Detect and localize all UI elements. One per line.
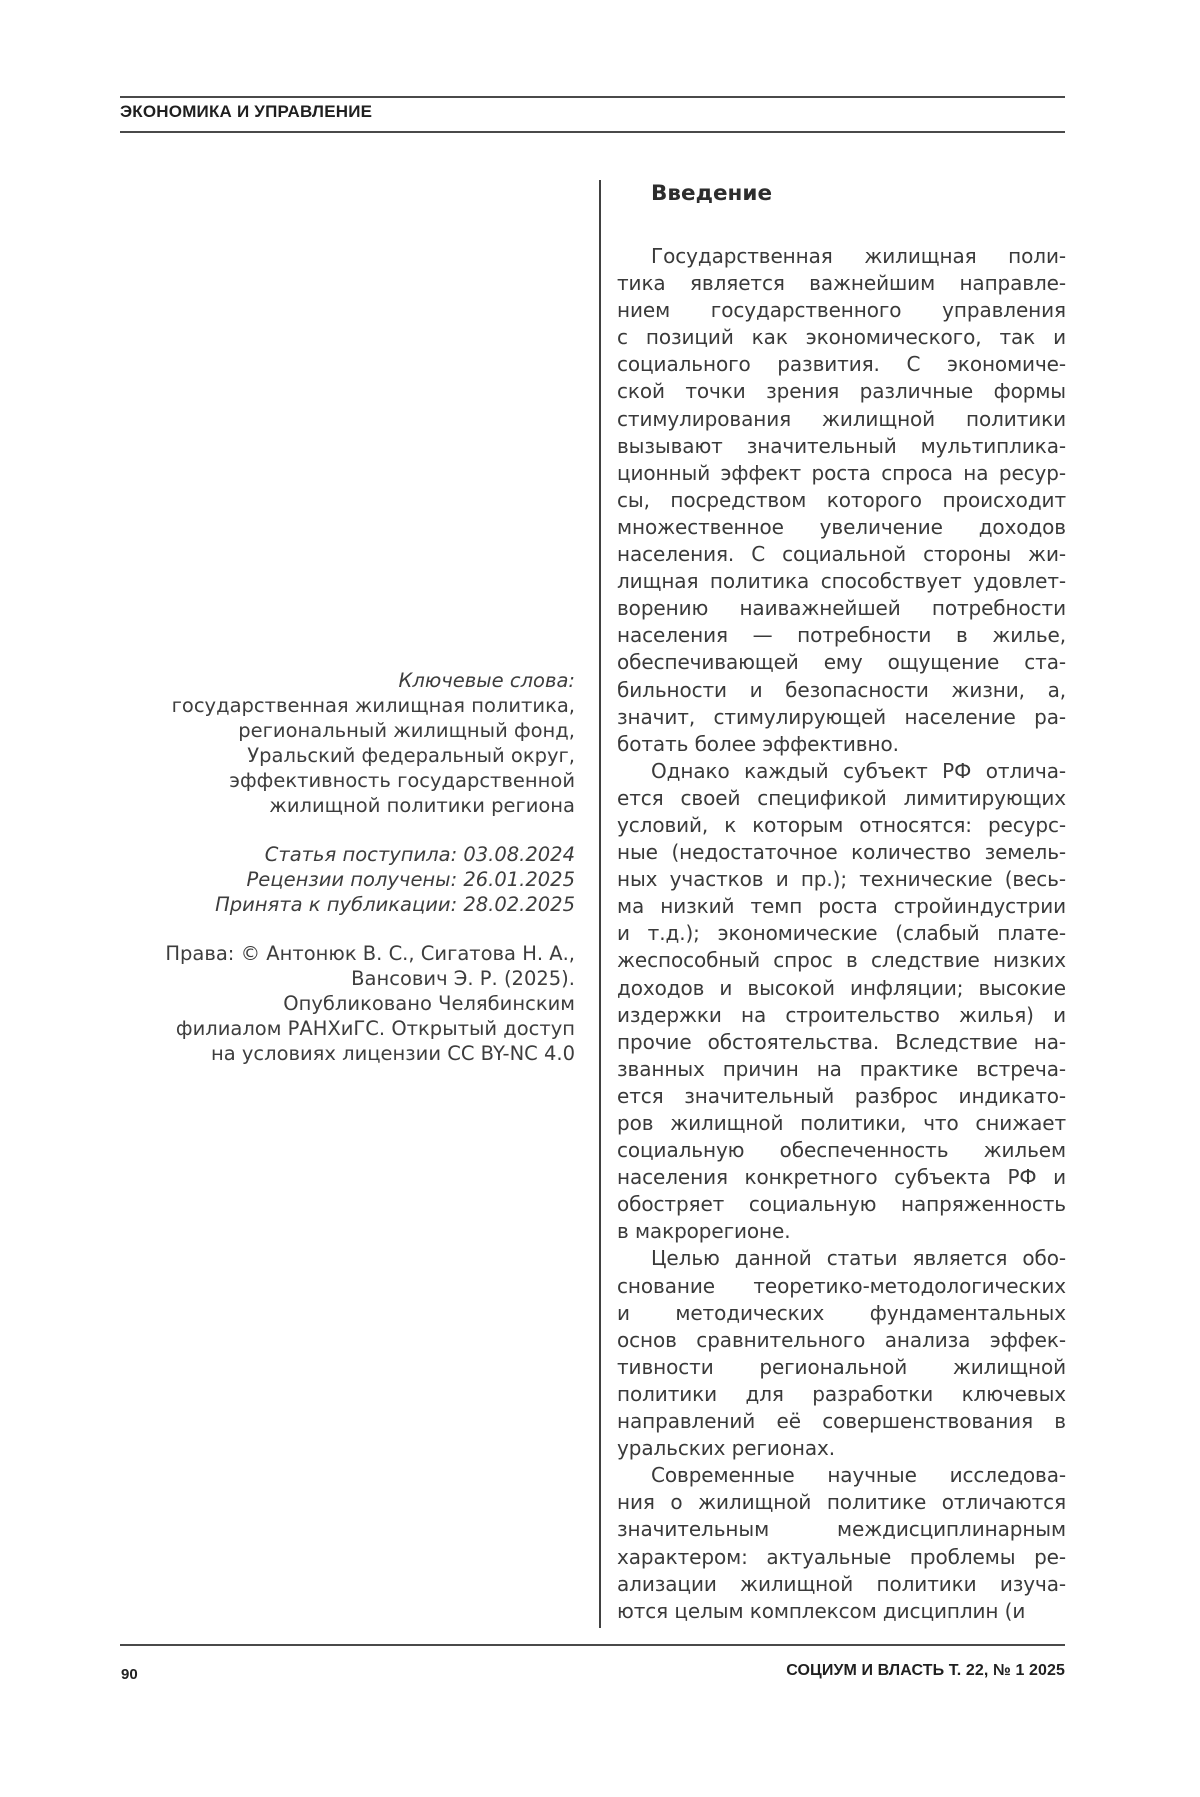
text-line: Однако каждый субъект РФ отлича- (651, 758, 1066, 783)
text-line: населения — потребности в жилье, (617, 623, 1066, 648)
text-line: ются целым комплексом дисциплин (и (617, 1598, 1026, 1623)
text-line: региональный жилищный фонд, (238, 719, 575, 742)
text-line: и методических фундаментальных (617, 1300, 1066, 1325)
text-line: ется своей спецификой лимитирующих (617, 785, 1066, 810)
text-line: ворению наиважнейшей потребности (617, 596, 1066, 621)
dates-block (120, 842, 575, 917)
keywords-block (120, 668, 575, 818)
text-line: ния о жилищной политике отличаются (617, 1490, 1066, 1515)
text-line: жилищной политики региона (269, 794, 575, 817)
text-line: Уральский федеральный округ, (247, 744, 575, 767)
text-line: ные (недостаточное количество земель- (617, 840, 1066, 865)
text-line: издержки на строительство жилья) и (617, 1002, 1066, 1027)
text-line: тика является важнейшим направле- (617, 271, 1066, 296)
text-line: снование теоретико-методологических (617, 1273, 1066, 1298)
text-line: бильности и безопасности жизни, а, (617, 677, 1066, 702)
text-line: населения конкретного субъекта РФ и (617, 1165, 1066, 1190)
text-line: стимулирования жилищной политики (617, 406, 1066, 431)
text-line: ных участков и пр.); технические (весь- (617, 867, 1066, 892)
article-body (617, 243, 1066, 1625)
text-line: с позиций как экономического, так и (617, 325, 1066, 350)
text-line: филиалом РАНХиГС. Открытый доступ (175, 1017, 575, 1040)
page-number: 90 (121, 1666, 138, 1683)
header-rule-top (120, 96, 1065, 98)
text-line: социальную обеспеченность жильем (617, 1138, 1066, 1163)
text-line: политики для разработки ключевых (617, 1381, 1066, 1406)
text-line: и т.д.); экономические (слабый плате- (617, 921, 1066, 946)
text-line: ма низкий темп роста стройиндустрии (617, 894, 1066, 919)
text-line: значит, стимулирующей население ра- (617, 704, 1066, 729)
text-line: условий, к которым относятся: ресурс- (617, 812, 1066, 837)
text-line: значительным междисциплинарным (617, 1517, 1066, 1542)
text-line: обостряет социальную напряженность (617, 1192, 1066, 1217)
text-line: Вансович Э. Р. (2025). (351, 967, 575, 990)
text-line: государственная жилищная политика, (171, 694, 575, 717)
text-line: эффективность государственной (229, 769, 575, 792)
text-line: жеспособный спрос в следствие низких (617, 948, 1066, 973)
text-line: тивности региональной жилищной (617, 1354, 1066, 1379)
text-line: нием государственного управления (617, 298, 1066, 323)
header-rule-bottom (120, 131, 1065, 133)
text-line: Государственная жилищная поли- (651, 244, 1066, 268)
footer-rule (120, 1644, 1065, 1646)
text-line: направлений её совершенствования в (617, 1409, 1066, 1434)
text-line: ботать более эффективно. (617, 731, 899, 756)
text-line: ализации жилищной политики изуча- (617, 1571, 1066, 1596)
text-line: Рецензии получены: 26.01.2025 (246, 868, 575, 891)
text-line: населения. С социальной стороны жи- (617, 542, 1066, 567)
text-line: Права: © Антонюк В. С., Сигатова Н. А., (165, 942, 575, 965)
text-line: вызывают значительный мультиплика- (617, 433, 1066, 458)
text-line: множественное увеличение доходов (617, 514, 1066, 539)
text-line: социального развития. С экономиче- (617, 352, 1066, 377)
intro-heading: Введение (651, 181, 773, 206)
text-line: на условиях лицензии CC BY-NC 4.0 (210, 1042, 575, 1065)
rights-block (120, 941, 575, 1066)
paragraph (617, 243, 1066, 758)
text-line: Современные научные исследова- (651, 1463, 1066, 1488)
keywords-label: Ключевые слова: (398, 669, 575, 692)
text-line: званных причин на практике встреча- (617, 1056, 1066, 1081)
text-line: доходов и высокой инфляции; высокие (617, 975, 1066, 1000)
article-meta-column (120, 668, 575, 1066)
section-title: ЭКОНОМИКА И УПРАВЛЕНИЕ (120, 102, 373, 121)
column-divider (599, 180, 601, 1628)
text-line: ской точки зрения различные формы (617, 379, 1066, 404)
keywords-lines (120, 693, 575, 818)
text-line: характером: актуальные проблемы ре- (617, 1544, 1066, 1569)
text-line: сы, посредством которого происходит (617, 487, 1066, 512)
journal-reference: СОЦИУМ И ВЛАСТЬ Т. 22, № 1 2025 (786, 1662, 1065, 1679)
text-line: в макрорегионе. (617, 1219, 791, 1244)
text-line: лищная политика способствует удовлет- (617, 569, 1066, 594)
text-line: ров жилищной политики, что снижает (617, 1111, 1066, 1135)
text-line: прочие обстоятельства. Вследствие на- (617, 1029, 1066, 1054)
text-line: Статья поступила: 03.08.2024 (264, 843, 575, 866)
text-line: ется значительный разброс индикато- (617, 1083, 1066, 1108)
text-line: уральских регионах. (617, 1436, 835, 1461)
paragraph (617, 1462, 1066, 1625)
paragraph (617, 758, 1066, 1246)
text-line: Целью данной статьи является обо- (651, 1246, 1066, 1271)
text-line: обеспечивающей ему ощущение ста- (617, 650, 1066, 675)
article-body-column (617, 180, 1066, 1625)
paragraph (617, 1245, 1066, 1462)
text-line: Опубликовано Челябинским (283, 992, 575, 1015)
text-line: Принята к публикации: 28.02.2025 (215, 893, 575, 916)
text-line: основ сравнительного анализа эффек- (617, 1327, 1066, 1352)
text-line: ционный эффект роста спроса на ресур- (617, 460, 1066, 485)
